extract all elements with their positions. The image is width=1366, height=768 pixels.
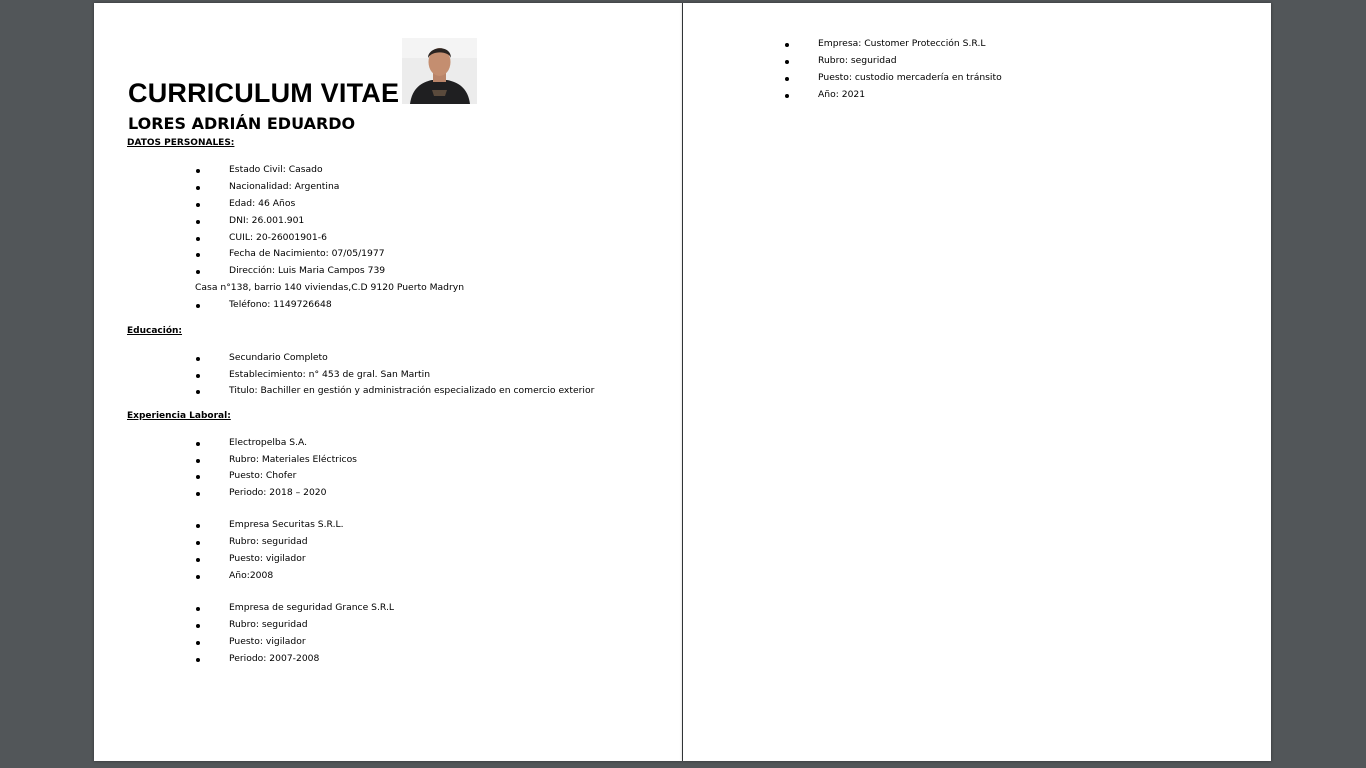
job-item: Año:2008 [229, 570, 274, 581]
job-item: Puesto: custodio mercadería en tránsito [818, 72, 1002, 83]
bullet [785, 60, 789, 64]
education-item: Secundario Completo [229, 352, 328, 363]
job-item: Rubro: seguridad [229, 619, 308, 630]
job-item: Año: 2021 [818, 89, 866, 100]
bullet [196, 624, 200, 628]
education-item: Establecimiento: n° 453 de gral. San Martin [229, 369, 431, 380]
bullet [196, 524, 200, 528]
job-item: Empresa de seguridad Grance S.R.L [229, 602, 395, 613]
job-item: Puesto: vigilador [229, 636, 306, 647]
job-item: Puesto: vigilador [229, 553, 306, 564]
bullet [196, 607, 200, 611]
personal-item: Estado Civil: Casado [229, 164, 323, 175]
job-item: Rubro: Materiales Eléctricos [229, 454, 357, 465]
bullet [196, 575, 200, 579]
bullet [196, 459, 200, 463]
bullet [785, 77, 789, 81]
job-item: Empresa Securitas S.R.L. [229, 519, 344, 530]
personal-item: CUIL: 20-26001901-6 [229, 232, 327, 243]
bullet [196, 304, 200, 308]
page-2 [683, 3, 1271, 761]
bullet [196, 442, 200, 446]
job-item: Puesto: Chofer [229, 470, 297, 481]
bullet [196, 390, 200, 394]
bullet [196, 492, 200, 496]
bullet [196, 658, 200, 662]
bullet [785, 43, 789, 47]
education-item: Titulo: Bachiller en gestión y administración especializado en comercio exterior [229, 385, 595, 396]
personal-item: Edad: 46 Años [229, 198, 296, 209]
job-item: Periodo: 2007-2008 [229, 653, 320, 664]
bullet [196, 641, 200, 645]
bullet [196, 374, 200, 378]
personal-item: Dirección: Luis Maria Campos 739 [229, 265, 386, 276]
bullet [196, 203, 200, 207]
personal-item: Nacionalidad: Argentina [229, 181, 340, 192]
job-item: Rubro: seguridad [818, 55, 897, 66]
heading-education: Educación: [127, 326, 183, 336]
personal-item: DNI: 26.001.901 [229, 215, 305, 226]
bullet [196, 357, 200, 361]
bullet [196, 270, 200, 274]
bullet [196, 186, 200, 190]
bullet [196, 169, 200, 173]
bullet [785, 94, 789, 98]
job-item: Empresa: Customer Protección S.R.L [818, 38, 986, 49]
candidate-name: LORES ADRIÁN EDUARDO [128, 114, 356, 133]
job-item: Periodo: 2018 – 2020 [229, 487, 327, 498]
document-title: CURRICULUM VITAE [128, 78, 400, 108]
bullet [196, 558, 200, 562]
job-item: Electropelba S.A. [229, 437, 308, 448]
job-item: Rubro: seguridad [229, 536, 308, 547]
bullet [196, 475, 200, 479]
page-1 [94, 3, 682, 761]
heading-personal-data: DATOS PERSONALES: [127, 138, 235, 148]
bullet [196, 541, 200, 545]
address-continued: Casa n°138, barrio 140 viviendas,C.D 9120 Puerto Madryn [195, 282, 465, 293]
heading-work-experience: Experiencia Laboral: [127, 411, 231, 421]
phone-item: Teléfono: 1149726648 [229, 299, 332, 310]
bullet [196, 253, 200, 257]
person-photo-icon [402, 38, 477, 104]
personal-item: Fecha de Nacimiento: 07/05/1977 [229, 248, 385, 259]
bullet [196, 220, 200, 224]
bullet [196, 237, 200, 241]
